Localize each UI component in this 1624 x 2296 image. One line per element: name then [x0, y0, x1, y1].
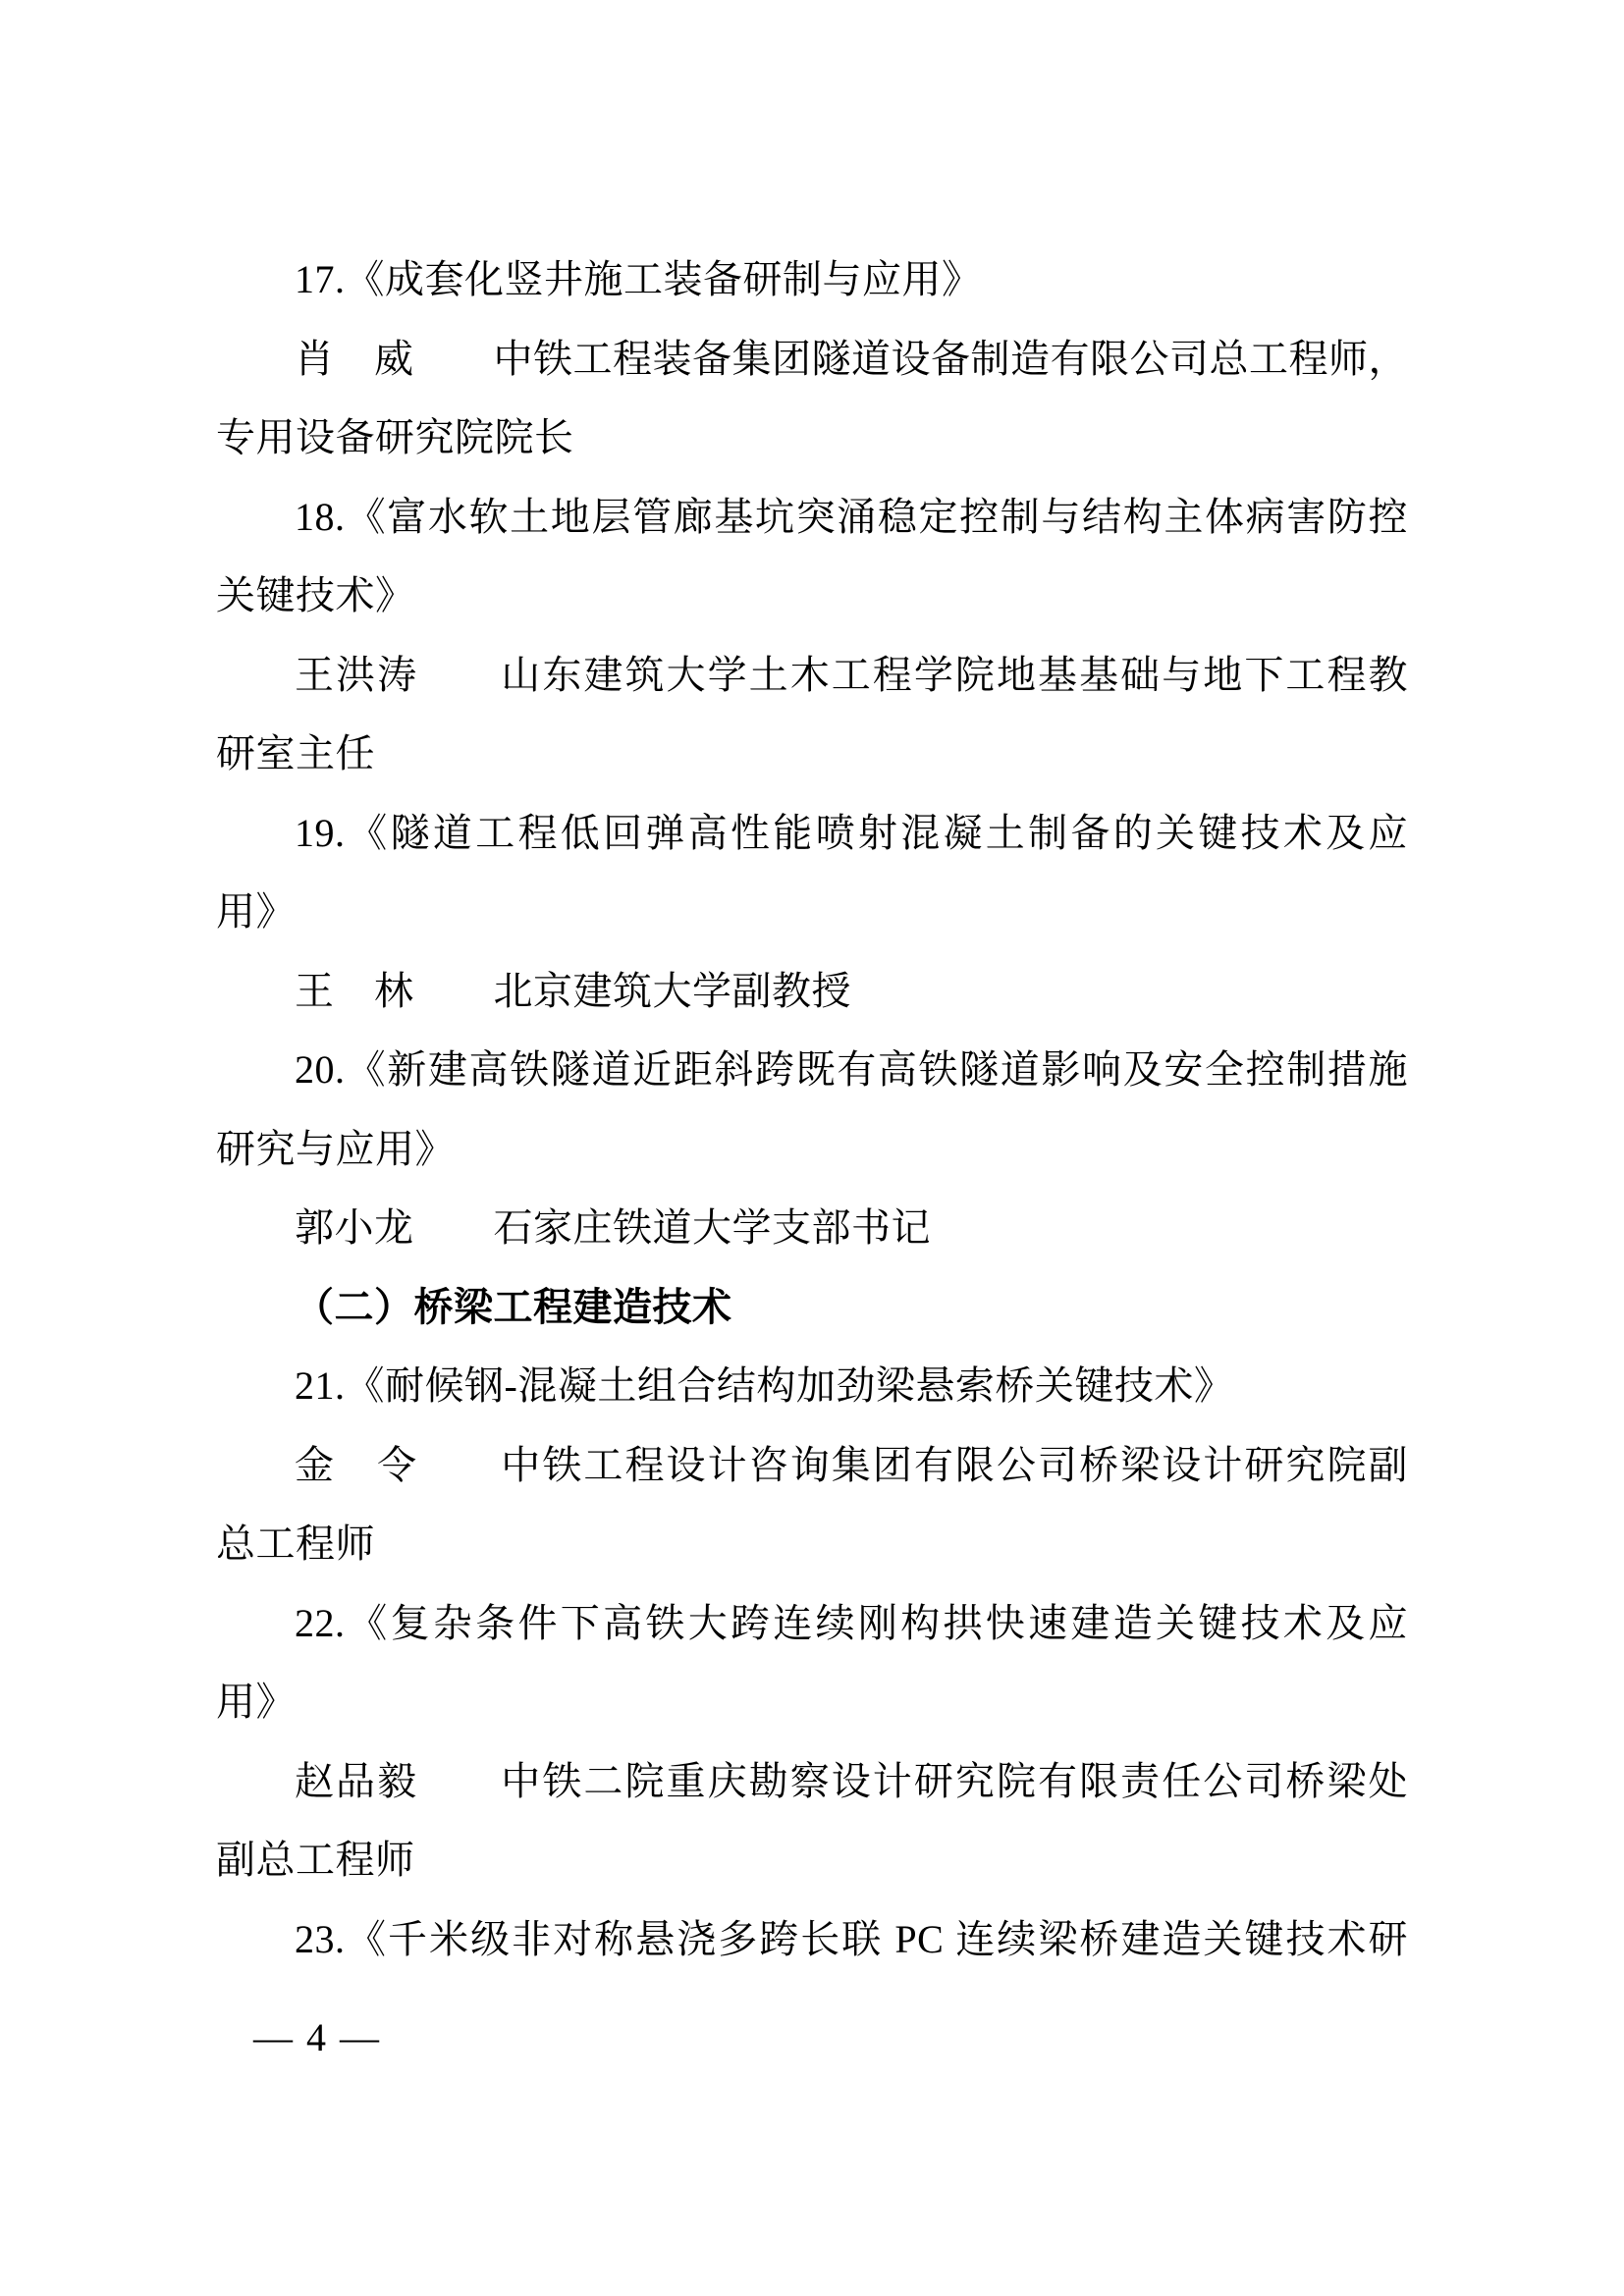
page-number: — 4 —	[253, 2015, 381, 2059]
continuation-line: 专用设备研究院院长	[216, 415, 574, 459]
continuation-line: 用》	[216, 1680, 296, 1724]
continuation-line: 总工程师	[216, 1522, 375, 1566]
section-heading: （二）桥梁工程建造技术	[295, 1284, 732, 1329]
project-title-line: 21.《耐候钢-混凝土组合结构加劲梁悬索桥关键技术》	[295, 1363, 1234, 1408]
author-line: 郭小龙 石家庄铁道大学支部书记	[295, 1205, 931, 1250]
project-title-line: 20.《新建高铁隧道近距斜跨既有高铁隧道影响及安全控制措施	[295, 1047, 1408, 1092]
author-line: 赵品毅 中铁二院重庆勘察设计研究院有限责任公司桥梁处	[295, 1758, 1408, 1803]
continuation-line: 研究与应用》	[216, 1126, 455, 1171]
author-line: 王 林 北京建筑大学副教授	[295, 968, 851, 1013]
project-title-line: 17.《成套化竖井施工装备研制与应用》	[295, 257, 982, 301]
continuation-line: 研室主任	[216, 731, 375, 775]
continuation-line: 关键技术》	[216, 573, 415, 617]
continuation-line: 用》	[216, 889, 296, 934]
project-title-line: 18.《富水软土地层管廊基坑突涌稳定控制与结构主体病害防控	[295, 494, 1408, 539]
continuation-line: 副总工程师	[216, 1838, 415, 1882]
document-body	[216, 240, 1408, 1979]
author-line: 王洪涛 山东建筑大学土木工程学院地基基础与地下工程教	[295, 652, 1408, 697]
author-line: 金 令 中铁工程设计咨询集团有限公司桥梁设计研究院副	[295, 1442, 1408, 1487]
author-line: 肖 威 中铁工程装备集团隧道设备制造有限公司总工程师，	[295, 336, 1408, 381]
project-title-line: 19.《隧道工程低回弹高性能喷射混凝土制备的关键技术及应	[295, 810, 1408, 855]
project-title-line: 22.《复杂条件下高铁大跨连续刚构拱快速建造关键技术及应	[295, 1600, 1408, 1645]
project-title-line: 23.《千米级非对称悬浇多跨长联 PC 连续梁桥建造关键技术研	[295, 1916, 1408, 1961]
